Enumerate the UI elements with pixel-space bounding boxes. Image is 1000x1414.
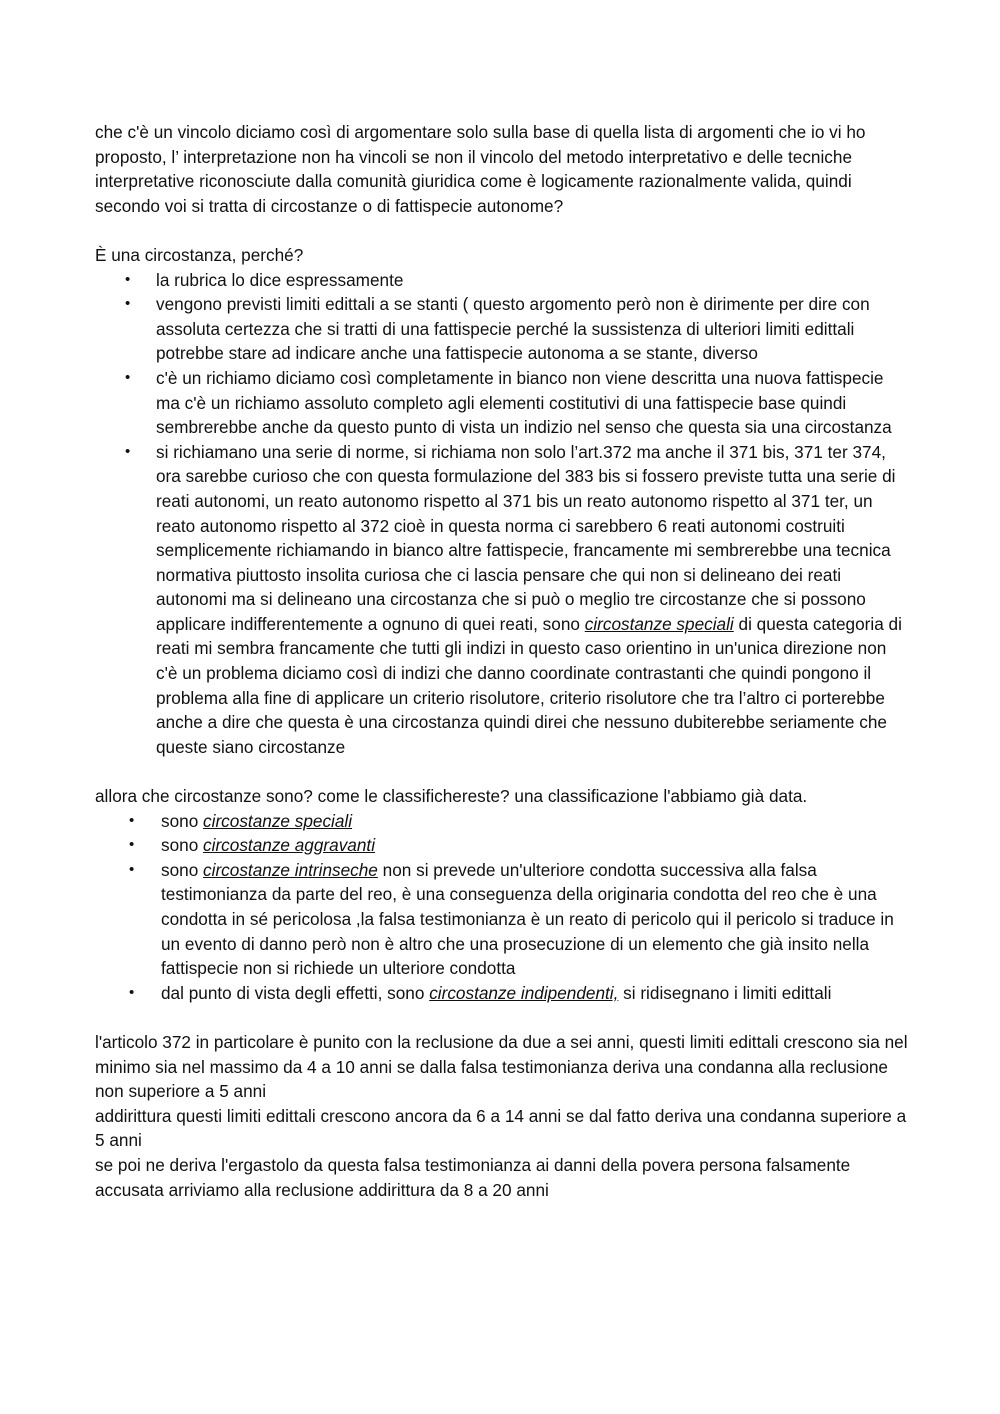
list-item: • c'è un richiamo diciamo così completamente in bianco non viene descritta una nuova fattispecie ma c'è un richiamo assoluto completo agli elementi costitutivi di una fattispecie base quindi sembrerebbe anche da questo punto di vista un indizio nel senso che questa sia una circostanza [125,367,892,438]
classification-list [95,809,910,1006]
spacer [95,218,910,243]
paragraph-classification: allora che circostanze sono? come le classifichereste? una classificazione l'abbiamo già data. [95,786,808,807]
document-page [95,120,910,1202]
bullet-icon: • [125,368,131,386]
bullet-icon: • [125,270,131,288]
list-item: • vengono previsti limiti edittali a se stanti ( questo argomento però non è dirimente per dire con assoluta certezza che si tratti di una fattispecie perché la sussistenza di ulteriori limiti edittali potrebbe stare ad indicare anche una fattispecie autonoma a se stante, diverso [125,294,870,364]
paragraph-article-372: l'articolo 372 in particolare è punito con la reclusione da due a sei anni, questi limiti edittali crescono sia nel minimo sia nel massimo da 4 a 10 anni se dalla falsa testimonianza deriva una condanna alla reclusione non superiore a 5 anni [95,1031,908,1102]
bullet-icon: • [129,836,135,854]
paragraph-aggravation-2: se poi ne deriva l'ergastolo da questa falsa testimonianza ai danni della povera persona falsamente accusata arriviamo alla reclusione addirittura da 8 a 20 anni [95,1154,851,1200]
bullet-icon: • [125,295,131,313]
list-item: • dal punto di vista degli effetti, sono circostanze indipendenti, si ridisegnano i limiti edittali [95,981,910,1006]
underlined-term: circostanze aggravanti [203,835,376,856]
underlined-term: circostanze speciali [203,810,353,831]
list-item: • si richiamano una serie di norme, si richiama non solo l’art.372 ma anche il 371 bis, 371 ter 374, ora sarebbe curioso che con questa formulazione del 383 bis si fossero previste tutta una serie di reati autonomi, un reato autonomo rispetto al 371 bis un reato autonomo rispetto al 371 ter, un reato autonomo rispetto al 372 cioè in questa norma ci sarebbero 6 reati autonomi costruiti semplicemente richiamando in bianco altre fattispecie, francamente mi sembrerebbe una tecnica normativa piuttosto insolita curiosa che ci lascia pensare che qui non si delineano dei reati autonomi ma si delineano una circostanza che si può o meglio tre circostanze che si possono applicare indifferentemente a ognuno di quei reati, sono circostanze speciali di questa categoria di reati mi sembra francamente che tutti gli indizi in questo caso orientino in un'unica direzione non c'è un problema diciamo così di indizi che danno coordinate contrastanti che quindi pongono il problema alla fine di applicare un criterio risolutore, criterio risolutore che tra l’altro ci porterebbe anche a dire che questa è una circostanza quindi direi che nessuno dubiterebbe seriamente che queste siano circostanze [125,441,902,757]
bullet-icon: • [129,983,135,1001]
paragraph-question: È una circostanza, perché? [95,244,304,265]
list-item: • sono circostanze speciali [95,809,910,834]
spacer [95,1005,910,1030]
bullet-icon: • [129,811,135,829]
list-item: • sono circostanze aggravanti [95,833,910,858]
underlined-term: circostanze indipendenti, [429,982,619,1003]
paragraph-aggravation-1: addirittura questi limiti edittali crescono ancora da 6 a 14 anni se dal fatto deriva una condanna superiore a 5 anni [95,1105,907,1151]
reasons-list [95,268,910,760]
spacer [95,759,910,784]
underlined-term: circostanze speciali [584,613,734,634]
underlined-term: circostanze intrinseche [203,859,378,880]
bullet-icon: • [125,442,131,460]
bullet-icon: • [129,860,135,878]
list-item: • la rubrica lo dice espressamente [95,268,910,293]
paragraph-intro: che c'è un vincolo diciamo così di argomentare solo sulla base di quella lista di argomenti che io vi ho proposto, l’ interpretazione non ha vincoli se non il vincolo del metodo interpretativo e delle tecniche interpretative riconosciute dalla comunità giuridica come è logicamente razionalmente valida, quindi secondo voi si tratta di circostanze o di fattispecie autonome? [95,122,866,216]
list-item: • sono circostanze intrinseche non si prevede un'ulteriore condotta successiva alla falsa testimonianza da parte del reo, è una conseguenza della originaria condotta del reo che è una condotta in sé pericolosa ,la falsa testimonianza è un reato di pericolo qui il pericolo si traduce in un evento di danno però non è altro che una prosecuzione di un elemento che già insito nella fattispecie non si richiede un ulteriore condotta [129,859,894,979]
